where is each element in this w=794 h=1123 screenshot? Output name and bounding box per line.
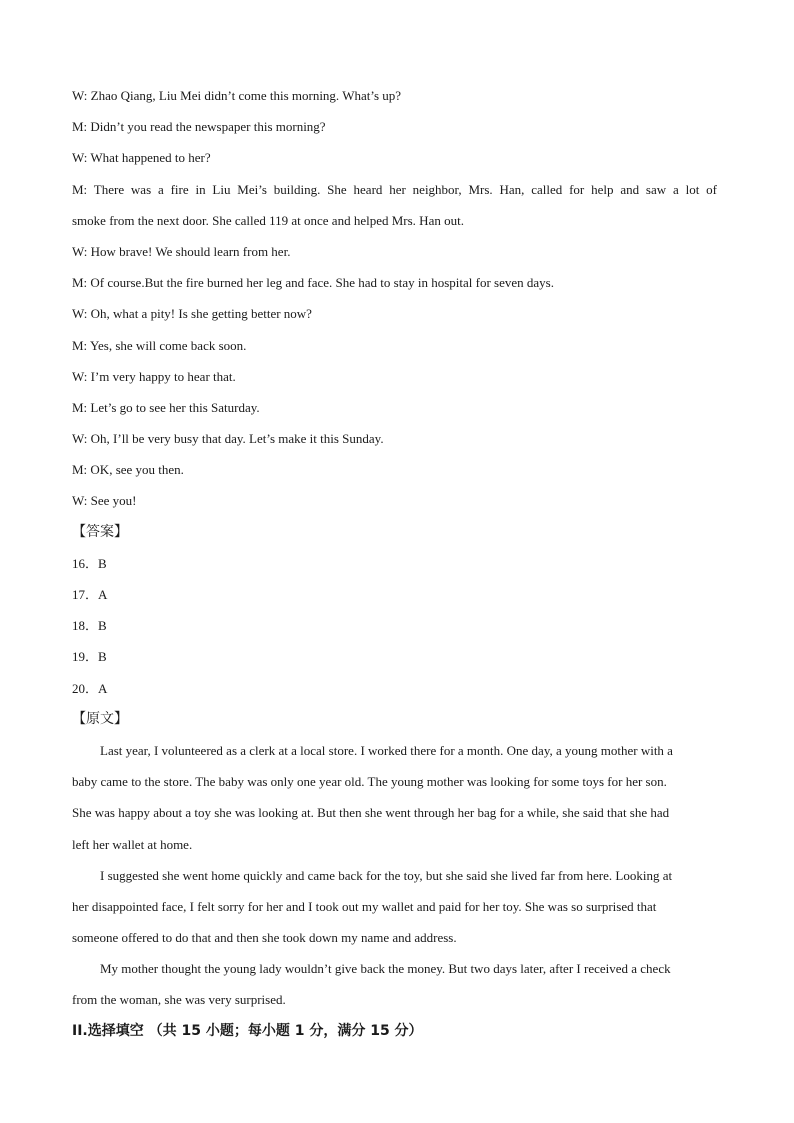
passage-line: She was happy about a toy she was looking at. But then she went through her bag for a while, she said that she had (72, 805, 670, 821)
answer-item: 17．A (72, 587, 108, 602)
dialogue-line: W: Oh, I’ll be very busy that day. Let’s make it this Sunday. (72, 431, 384, 447)
dialogue-line: W: Oh, what a pity! Is she getting better now? (72, 306, 312, 322)
dialogue-line: smoke from the next door. She called 119 at once and helped Mrs. Han out. (72, 212, 464, 228)
original-heading: 【原文】 (72, 710, 128, 727)
passage-line: My mother thought the young lady wouldn’t give back the money. But two days later, after I received a check (100, 961, 671, 977)
dialogue-line: M: Didn’t you read the newspaper this morning? (72, 119, 326, 135)
passage-line: left her wallet at home. (72, 836, 193, 852)
answer-item: 20．A (72, 680, 108, 696)
answer-item: 16．B (72, 555, 107, 571)
passage-line: her disappointed face, I felt sorry for her and I took out my wallet and paid for her toy. She was so surprised that (72, 898, 657, 914)
dialogue-line: M: Let’s go to see her this Saturday. (72, 399, 260, 415)
passage-line: someone offered to do that and then she took down my name and address. (72, 930, 457, 946)
dialogue-line: M: OK, see you then. (72, 462, 184, 478)
passage-line: Last year, I volunteered as a clerk at a local store. I worked there for a month. One day, a young mother with a (100, 742, 673, 758)
dialogue-line: M: Yes, she will come back soon. (72, 337, 247, 353)
section-title: II.选择填空 （共 15 小题；每小题 1 分，满分 15 分） (72, 1022, 423, 1039)
document-page (72, 80, 722, 1047)
answer-heading: 【答案】 (72, 523, 128, 540)
answer-item: 19．B (72, 649, 107, 665)
passage-line: baby came to the store. The baby was only one year old. The young mother was looking for some toys for her son. (72, 774, 667, 790)
dialogue-line: W: How brave! We should learn from her. (72, 243, 291, 259)
dialogue-line: W: Zhao Qiang, Liu Mei didn’t come this morning. What’s up? (72, 88, 402, 103)
passage-line: from the woman, she was very surprised. (72, 992, 286, 1008)
passage-line: I suggested she went home quickly and came back for the toy, but she said she lived far from here. Looking at (100, 867, 673, 883)
dialogue-line: M: There was a fire in Liu Mei’s building. She heard her neighbor, Mrs. Han, called for help and saw a lot of (72, 181, 717, 197)
answer-item: 18．B (72, 618, 107, 634)
dialogue-line: M: Of course.But the fire burned her leg and face. She had to stay in hospital for seven days. (72, 275, 554, 291)
dialogue-line: W: See you! (72, 493, 137, 509)
dialogue-line: W: I’m very happy to hear that. (72, 368, 236, 384)
dialogue-line: W: What happened to her? (72, 150, 211, 166)
